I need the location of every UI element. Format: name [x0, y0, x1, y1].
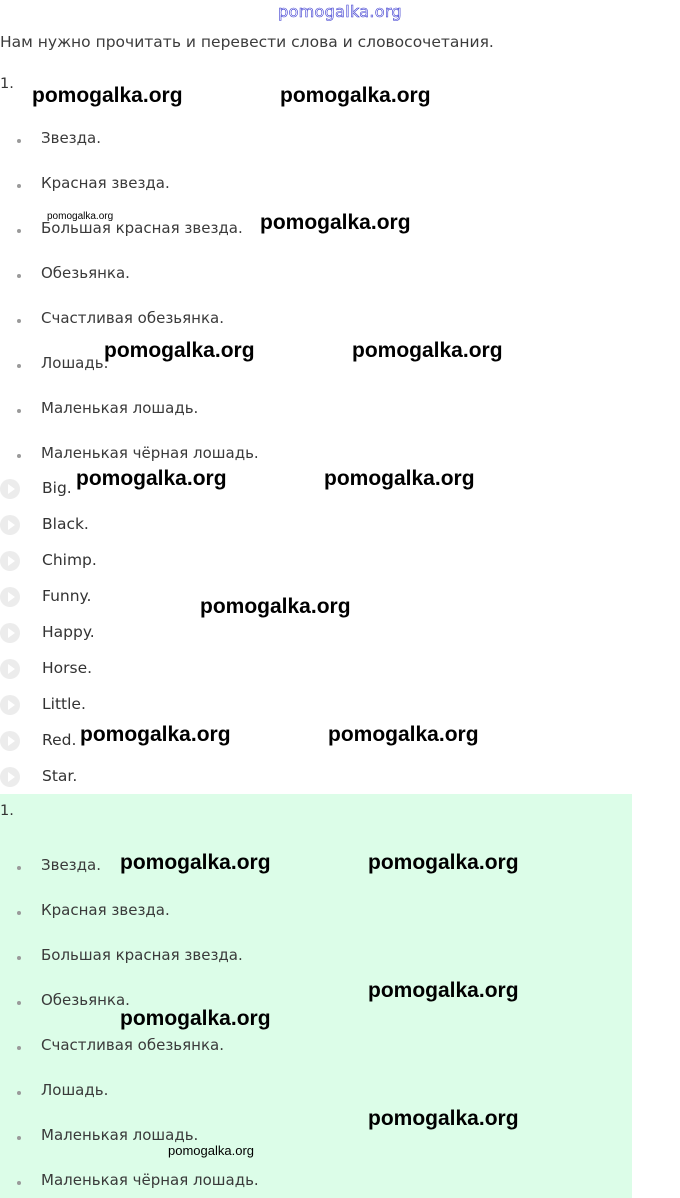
bullet-icon — [17, 229, 21, 233]
answer-phrase: Звезда. — [41, 856, 101, 874]
task-phrase: Обезьянка. — [41, 264, 130, 282]
vocab-word: Chimp. — [42, 551, 97, 569]
vocab-word: Little. — [42, 695, 86, 713]
bullet-icon — [17, 1181, 21, 1185]
play-audio-icon[interactable] — [0, 695, 20, 715]
bullet-icon — [17, 866, 21, 870]
play-audio-icon[interactable] — [0, 623, 20, 643]
watermark-small: pomogalka.org — [47, 211, 114, 222]
vocab-word: Black. — [42, 515, 89, 533]
watermark: pomogalka.org — [328, 723, 479, 746]
task-number: 1. — [0, 76, 14, 92]
watermark: pomogalka.org — [76, 467, 227, 490]
bullet-icon — [17, 454, 21, 458]
intro-text: Нам нужно прочитать и перевести слова и словосочетания. — [0, 33, 494, 51]
watermark-small: pomogalka.org — [168, 1143, 254, 1158]
bullet-icon — [17, 184, 21, 188]
task-phrase: Звезда. — [41, 129, 101, 147]
bullet-icon — [17, 1091, 21, 1095]
task-phrase: Красная звезда. — [41, 174, 170, 192]
watermark: pomogalka.org — [200, 595, 351, 618]
answer-phrase: Красная звезда. — [41, 901, 170, 919]
answer-phrase: Большая красная звезда. — [41, 946, 243, 964]
site-logo[interactable]: pomogalka.org — [278, 2, 402, 21]
task-phrase: Счастливая обезьянка. — [41, 309, 224, 327]
vocab-word: Big. — [42, 479, 72, 497]
watermark: pomogalka.org — [260, 211, 411, 234]
watermark: pomogalka.org — [352, 339, 503, 362]
answer-phrase: Лошадь. — [41, 1081, 109, 1099]
bullet-icon — [17, 1136, 21, 1140]
bullet-icon — [17, 274, 21, 278]
play-audio-icon[interactable] — [0, 659, 20, 679]
bullet-icon — [17, 911, 21, 915]
watermark: pomogalka.org — [324, 467, 475, 490]
answer-number: 1. — [0, 803, 14, 819]
answer-phrase: Маленькая лошадь. — [41, 1126, 199, 1144]
vocab-word: Happy. — [42, 623, 95, 641]
task-phrase: Лошадь. — [41, 354, 109, 372]
watermark: pomogalka.org — [280, 84, 431, 107]
play-audio-icon[interactable] — [0, 551, 20, 571]
watermark: pomogalka.org — [32, 84, 183, 107]
bullet-icon — [17, 409, 21, 413]
bullet-icon — [17, 1001, 21, 1005]
play-audio-icon[interactable] — [0, 731, 20, 751]
answer-phrase: Счастливая обезьянка. — [41, 1036, 224, 1054]
play-audio-icon[interactable] — [0, 479, 20, 499]
bullet-icon — [17, 956, 21, 960]
play-audio-icon[interactable] — [0, 767, 20, 787]
watermark: pomogalka.org — [368, 979, 519, 1002]
watermark: pomogalka.org — [80, 723, 231, 746]
watermark: pomogalka.org — [368, 1107, 519, 1130]
watermark: pomogalka.org — [120, 1007, 271, 1030]
bullet-icon — [17, 1046, 21, 1050]
answer-phrase: Обезьянка. — [41, 991, 130, 1009]
vocab-word: Funny. — [42, 587, 92, 605]
bullet-icon — [17, 364, 21, 368]
play-audio-icon[interactable] — [0, 587, 20, 607]
task-phrase: Большая красная звезда. — [41, 219, 243, 237]
answer-phrase: Маленькая чёрная лошадь. — [41, 1171, 259, 1189]
vocab-word: Red. — [42, 731, 77, 749]
bullet-icon — [17, 139, 21, 143]
watermark: pomogalka.org — [120, 851, 271, 874]
play-audio-icon[interactable] — [0, 515, 20, 535]
watermark: pomogalka.org — [104, 339, 255, 362]
task-phrase: Маленькая лошадь. — [41, 399, 199, 417]
watermark: pomogalka.org — [368, 851, 519, 874]
task-phrase: Маленькая чёрная лошадь. — [41, 444, 259, 462]
vocab-word: Horse. — [42, 659, 93, 677]
bullet-icon — [17, 319, 21, 323]
vocab-word: Star. — [42, 767, 78, 785]
